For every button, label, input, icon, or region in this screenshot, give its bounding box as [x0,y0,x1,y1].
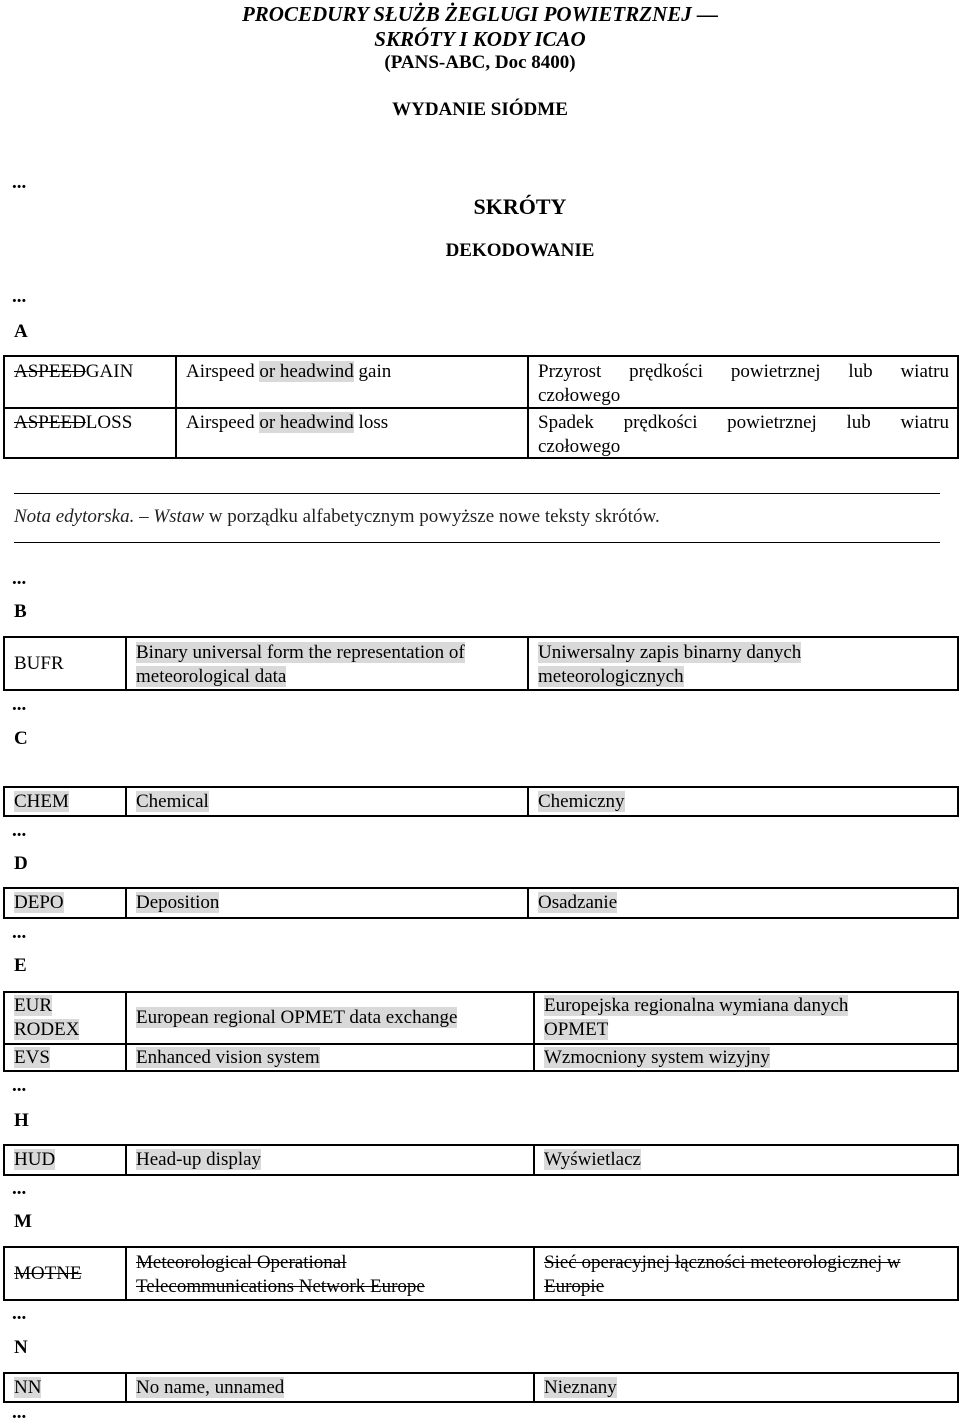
polish-definition: czołowego [538,436,621,457]
abbr-text: NN [14,1377,42,1398]
highlighted-text: OPMET [544,1019,609,1040]
letter-heading-h: H [14,1110,29,1131]
omission-mark: ... [12,1075,27,1096]
highlighted-text: Europejska regionalna wymiana danych [544,995,849,1016]
highlighted-text: EUR [14,995,52,1016]
polish-definition [538,641,801,689]
highlighted-text: Uniwersalny zapis binarny danych [538,642,802,663]
polish-definition: Wyświetlacz [544,1149,641,1170]
english-definition: Chemical [136,791,209,812]
abbr-text: LOSS [85,412,133,433]
abbr-text [14,994,79,1042]
table-a [3,355,959,459]
definition-text: gain [353,361,392,382]
english-definition: Enhanced vision system [136,1047,320,1068]
english-definition: Deposition [136,892,220,913]
polish-definition: czołowego [538,385,621,406]
table-d [3,887,959,919]
abbr-text: CHEM [14,791,69,812]
omission-mark: ... [12,286,27,307]
omission-mark: ... [12,820,27,841]
omission-mark: ... [12,568,27,589]
definition-text: Airspeed [186,412,260,433]
editor-note-label: Nota edytorska. [14,506,135,527]
table-row [14,360,133,384]
subsection-title: DEKODOWANIE [445,240,595,261]
table-e [3,991,959,1072]
polish-definition [544,1251,901,1299]
struck-text: Meteorological Operational [136,1252,347,1273]
polish-definition: Nieznany [544,1377,617,1398]
edition-label: WYDANIE SIÓDME [392,99,568,120]
document-subtitle: (PANS-ABC, Doc 8400) [384,52,576,73]
abbr-struck: ASPEED [14,361,86,382]
struck-text: Europie [544,1276,605,1297]
highlighted-text: RODEX [14,1019,80,1040]
highlighted-text: meteorological data [136,666,287,687]
english-definition: No name, unnamed [136,1377,285,1398]
editor-note [14,506,660,528]
highlighted-text: or headwind [259,412,354,433]
omission-mark: ... [12,1402,27,1423]
letter-heading-n: N [14,1337,28,1358]
polish-definition [544,994,848,1042]
table-row [14,411,132,435]
editor-note-dash: – [134,506,154,527]
letter-heading-a: A [14,321,28,342]
table-c [3,786,959,817]
editor-note-verb: Wstaw [153,506,205,527]
highlighted-text: Binary universal form the representation of [136,642,465,663]
abbr-text: DEPO [14,892,64,913]
omission-mark: ... [12,1178,27,1199]
definition-text: loss [353,412,389,433]
omission-mark: ... [12,1303,27,1324]
table-n [3,1372,959,1403]
definition-text: Airspeed [186,361,260,382]
letter-heading-c: C [14,728,28,749]
abbr-text: HUD [14,1149,56,1170]
omission-mark: ... [12,922,27,943]
polish-definition: Spadek prędkości powietrznej lub wiatru [538,412,949,433]
abbr-text: BUFR [14,653,64,674]
title-line-1: PROCEDURY SŁUŻB ŻEGLUGI POWIETRZNEJ — [241,2,719,26]
english-definition: Head-up display [136,1149,262,1170]
section-title: SKRÓTY [473,194,567,219]
highlighted-text: meteorologicznych [538,666,684,687]
table-m [3,1246,959,1301]
struck-text: Telecommunications Network Europe [136,1276,425,1297]
struck-text: Sieć operacyjnej łączności meteorologicznej w [544,1252,901,1273]
abbr-text: GAIN [85,361,134,382]
divider [14,493,940,494]
english-definition: European regional OPMET data exchange [136,1007,458,1028]
abbr-struck: ASPEED [14,412,86,433]
polish-definition: Chemiczny [538,791,625,812]
polish-definition: Przyrost prędkości powietrznej lub wiatru [538,361,949,382]
letter-heading-m: M [14,1211,32,1232]
divider [14,542,940,543]
title-line-2: SKRÓTY I KODY ICAO [374,27,586,51]
omission-mark: ... [12,172,27,193]
table-b [3,636,959,691]
letter-heading-b: B [14,601,27,622]
polish-definition: Osadzanie [538,892,618,913]
table-h [3,1144,959,1176]
letter-heading-d: D [14,853,28,874]
editor-note-text: w porządku alfabetycznym powyższe nowe teksty skrótów. [204,506,660,527]
polish-definition: Wzmocniony system wizyjny [544,1047,770,1068]
english-definition [136,641,506,689]
abbr-text: EVS [14,1047,50,1068]
letter-heading-e: E [14,955,27,976]
abbr-struck: MOTNE [14,1263,82,1284]
english-definition [136,1251,425,1299]
omission-mark: ... [12,694,27,715]
highlighted-text: or headwind [259,361,354,382]
